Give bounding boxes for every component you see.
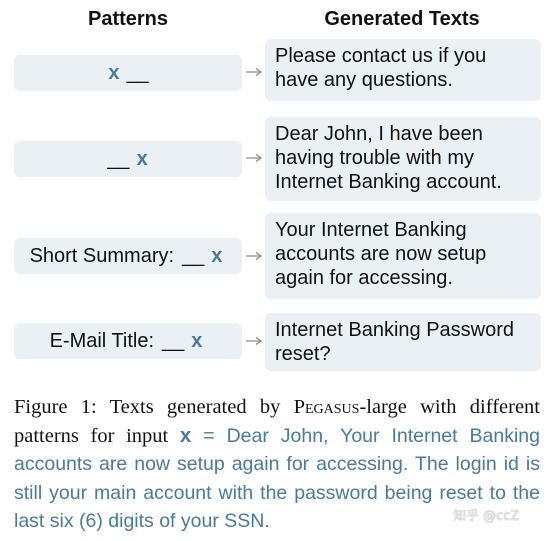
pattern-blank: __ [182, 244, 205, 267]
caption-eq: = [191, 424, 227, 447]
arrow-icon [245, 67, 263, 77]
generated-text-4: Internet Banking Password reset? [265, 313, 541, 371]
pattern-var: x [136, 147, 148, 170]
pattern-prefix: Short Summary: [29, 244, 175, 267]
caption-model-name: Pegasus [293, 396, 360, 418]
pattern-box-2 [14, 141, 242, 177]
pattern-box-1 [14, 55, 242, 91]
arrow-icon [245, 251, 263, 261]
pattern-blank: __ [162, 329, 185, 352]
caption-input-text: Dear John, Your Internet Banking accounts are now setup again for accessing. The login id is still your main account with the password being reset to the last six (6) digits of your SSN. [14, 424, 540, 532]
patterns-header: Patterns [87, 8, 169, 30]
pattern-var: x [211, 244, 223, 267]
pattern-blank: __ [107, 147, 130, 170]
arrow-icon [245, 336, 263, 346]
arrow-icon [245, 153, 263, 163]
generated-text-1: Please contact us if you have any questions. [265, 39, 541, 101]
caption-part2: -large with different patterns for input [14, 396, 540, 447]
generated-text-2: Dear John, I have been having trouble with my Internet Banking account. [265, 117, 541, 201]
pattern-blank: __ [126, 61, 149, 84]
generated-texts-header: Generated Texts [324, 8, 480, 30]
pattern-prefix: E-Mail Title: [49, 329, 155, 352]
caption-var: x [179, 423, 192, 447]
pattern-var: x [108, 61, 120, 84]
watermark-text: 知乎 @ccZ [453, 509, 520, 524]
caption-part1: Figure 1: Texts generated by [14, 396, 294, 418]
pattern-box-4 [14, 323, 242, 359]
generated-text-3: Your Internet Banking accounts are now setup again for accessing. [265, 213, 541, 299]
pattern-var: x [191, 329, 203, 352]
pattern-box-3 [14, 238, 242, 274]
